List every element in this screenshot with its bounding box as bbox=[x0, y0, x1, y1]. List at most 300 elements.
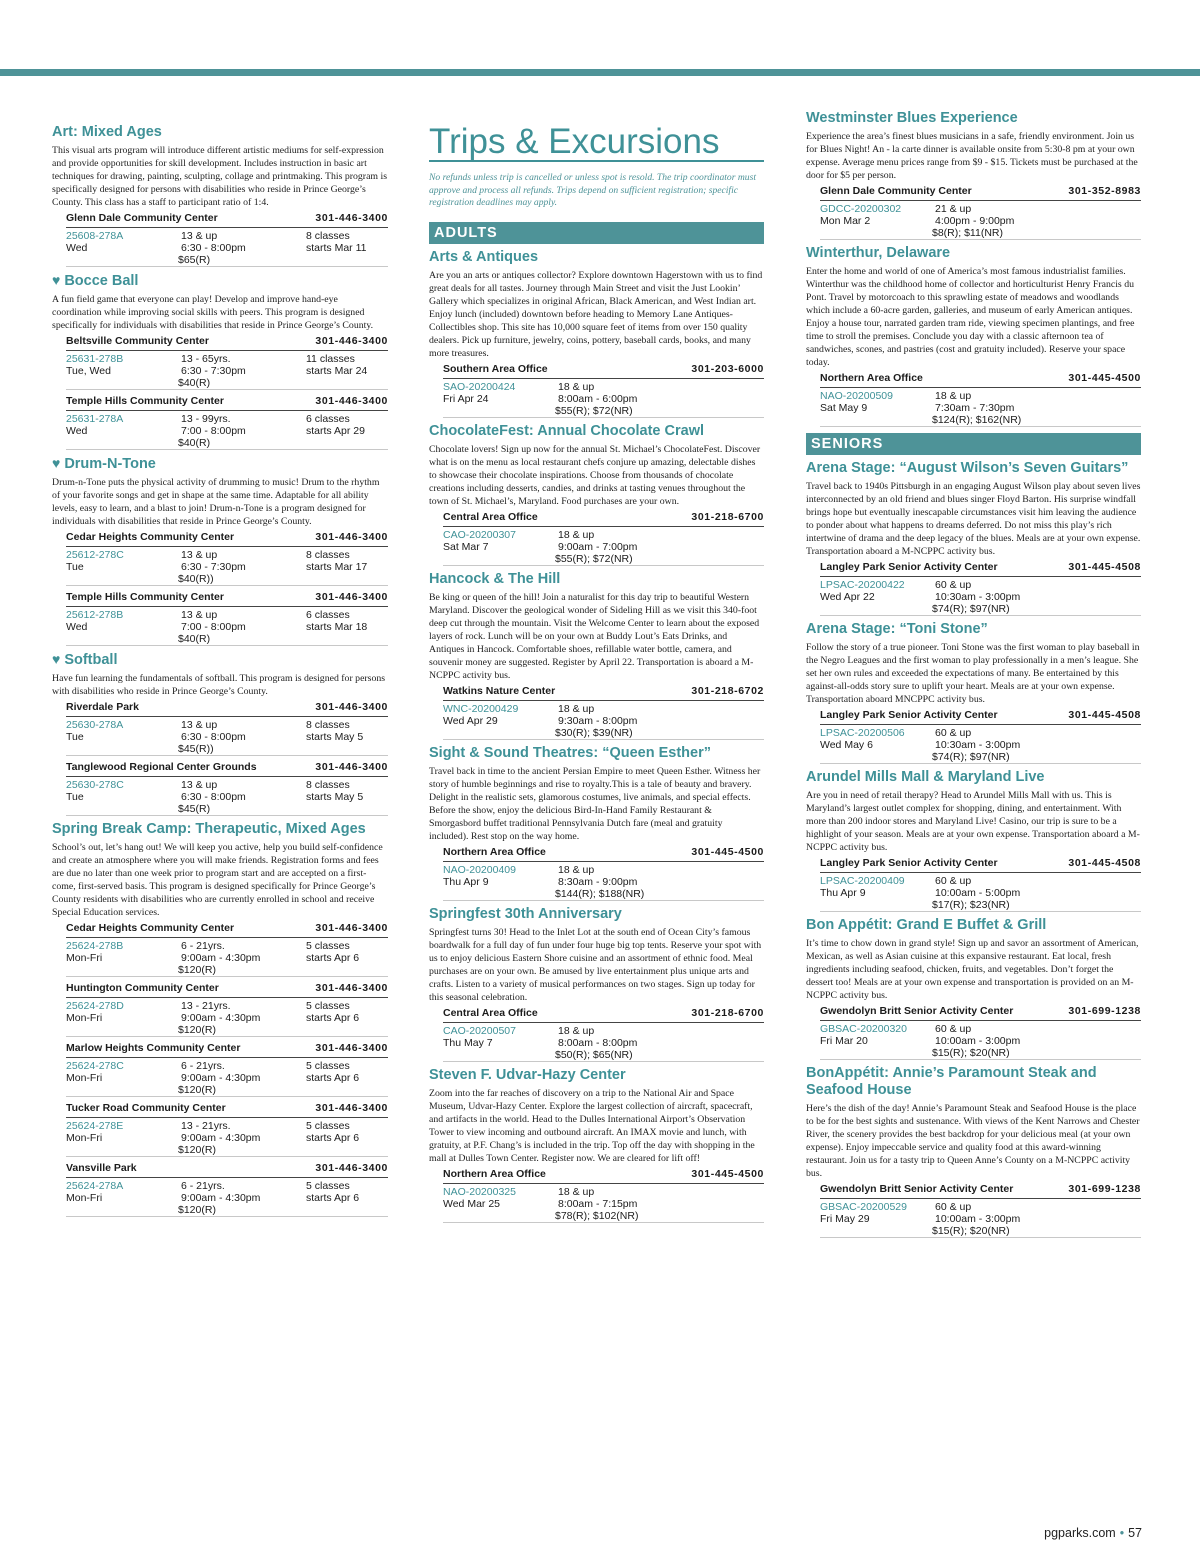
offering-time: 8:00am - 8:00pm bbox=[558, 1036, 638, 1049]
offering-age: 6 - 21yrs. bbox=[181, 1060, 225, 1072]
offering-class-count: 5 classes bbox=[306, 1120, 350, 1132]
offering-time: 7:30am - 7:30pm bbox=[935, 402, 1015, 414]
program-description: Travel back to 1940s Pittsburgh in an engaging August Wilson play about seven lives interconnected by an old friend and blues singer Floyd Barton. His surprise windfall brings hope but eventually inescapable circumstances visit him leaving the audience to ponder about what happens to dreams deferred. Do not miss this play’s rich intertwine of drama and the deep legacy of the blues. Meals are at your own expense. Transportation aboard a M-NCPPC activity bus. bbox=[806, 481, 1141, 557]
offering-day: Fri May 29 bbox=[820, 1213, 870, 1225]
program-title-text: Westminster Blues Experience bbox=[806, 110, 1018, 126]
program-title bbox=[52, 124, 388, 141]
program-title-text: Steven F. Udvar-Hazy Center bbox=[429, 1066, 626, 1083]
location-name: Temple Hills Community Center bbox=[66, 395, 224, 407]
program-description: Travel back in time to the ancient Persian Empire to meet Queen Esther. Witness her story of humble beginnings and rise to royalty.This is a tale of beauty and bravery. Delight in the realistic sets, glamorous costumes, live animals, and special effects. Before the show, enjoy the delicious Bird-In-Hand Family Restaurant & Smorgasbord buffet traditional Pennsylvania Dutch fare (meal and gratuity included). Rest stop on the way home. bbox=[429, 765, 761, 842]
program-title bbox=[429, 745, 764, 762]
program-description: Drum-n-Tone puts the physical activity of drumming to music! Drum to the rhythm of your favorite songs and get in shape at the same time. Adaptable for all ability levels, easy to learn, and a blast to join! Drum-n-Tone is a program designed for individuals with disabilities that reside in Prince George’s County. bbox=[52, 477, 380, 527]
program-description: Experience the area’s finest blues musicians in a safe, friendly environment. Join us for Blues Night! An - la carte dinner is available onsite from 5:30-8 pm at your own expense. Average menu prices range from $9 - $15. Tickets must be purchased at the door for $5 per person. bbox=[806, 131, 1138, 181]
activity-code-link[interactable]: CAO-20200307 bbox=[443, 528, 516, 541]
location-name: Vansville Park bbox=[66, 1162, 137, 1174]
offering-time: 8:00am - 6:00pm bbox=[558, 392, 638, 405]
offering-age: 60 & up bbox=[935, 1023, 972, 1035]
activity-code-link[interactable]: 25624-278A bbox=[66, 1180, 124, 1192]
location-row bbox=[820, 185, 1141, 201]
offering-day: Thu May 7 bbox=[443, 1036, 493, 1049]
program-description: Chocolate lovers! Sign up now for the annual St. Michael’s ChocolateFest. Discover what is on the menu as local restaurant chefs conjure up amazing, delectable dishes to showcase their chocolate inspirations. Choose from thousands of chocolate creations including desserts, candies, and drinks at tasting venues throughout the town of St. Michael’s, Maryland. Food purchases are your own. bbox=[429, 443, 761, 507]
location-phone: 301-352-8983 bbox=[1068, 185, 1141, 197]
offering-time: 10:30am - 3:00pm bbox=[935, 591, 1021, 603]
location-phone: 301-446-3400 bbox=[315, 982, 388, 994]
offering-day: Mon Mar 2 bbox=[820, 215, 871, 227]
program-description: A fun field game that everyone can play! Develop and improve hand-eye coordination while improving social skills with peers. This program is designed specifically for individuals with disabilities that reside in Prince George’s County. bbox=[52, 294, 374, 331]
offering-row bbox=[66, 777, 388, 816]
offering-time: 9:00am - 4:30pm bbox=[181, 1192, 261, 1204]
footer-site: pgparks.com bbox=[1044, 1526, 1116, 1540]
location-phone: 301-445-4500 bbox=[691, 1167, 764, 1180]
offering-row bbox=[66, 998, 388, 1037]
activity-code-link[interactable]: 25631-278B bbox=[66, 353, 124, 365]
offering-day: Thu Apr 9 bbox=[820, 887, 866, 899]
offering-class-count: 5 classes bbox=[306, 940, 350, 952]
location-row bbox=[66, 701, 388, 717]
offering-time: 9:30am - 8:00pm bbox=[558, 714, 638, 727]
location-name: Langley Park Senior Activity Center bbox=[820, 561, 998, 573]
activity-code-link[interactable]: 25624-278C bbox=[66, 1060, 124, 1072]
location-phone: 301-699-1238 bbox=[1068, 1005, 1141, 1017]
location-name: Gwendolyn Britt Senior Activity Center bbox=[820, 1183, 1014, 1195]
activity-code-link[interactable]: GDCC-20200302 bbox=[820, 203, 902, 215]
activity-code-link[interactable]: 25608-278A bbox=[66, 230, 124, 242]
location-name: Central Area Office bbox=[443, 510, 538, 523]
program-title bbox=[52, 272, 388, 290]
offering-age: 13 - 65yrs. bbox=[181, 353, 231, 365]
offering-start-date: starts Apr 6 bbox=[306, 952, 360, 964]
offering-day: Sat Mar 7 bbox=[443, 540, 489, 553]
activity-code-link[interactable]: 25612-278B bbox=[66, 609, 124, 621]
location-name: Watkins Nature Center bbox=[443, 684, 556, 697]
offering-row bbox=[820, 577, 1141, 616]
offering-row bbox=[443, 527, 764, 566]
adult-trips-list bbox=[429, 249, 764, 1223]
offering-row bbox=[66, 938, 388, 977]
activity-code-link[interactable]: 25612-278C bbox=[66, 549, 124, 561]
offering-age: 13 & up bbox=[181, 719, 218, 731]
location-phone: 301-218-6700 bbox=[691, 1006, 764, 1019]
offering-row bbox=[443, 1184, 764, 1223]
offering-row bbox=[66, 1058, 388, 1097]
offering-time: 9:00am - 4:30pm bbox=[181, 1012, 261, 1024]
offering-fee: $40(R) bbox=[178, 633, 211, 645]
activity-code-link[interactable]: 25624-278D bbox=[66, 1000, 124, 1012]
program-section bbox=[52, 651, 388, 816]
program-section bbox=[429, 423, 764, 566]
offering-fee: $8(R); $11(NR) bbox=[932, 227, 1003, 239]
program-title bbox=[52, 821, 388, 838]
location-name: Glenn Dale Community Center bbox=[66, 212, 218, 224]
offering-fee: $120(R) bbox=[178, 1024, 216, 1036]
offering-start-date: starts Apr 6 bbox=[306, 1192, 360, 1204]
activity-code-link[interactable]: 25624-278B bbox=[66, 940, 124, 952]
seniors-section-header: SENIORS bbox=[806, 433, 1141, 455]
offering-time: 9:00am - 7:00pm bbox=[558, 540, 638, 553]
offering-age: 13 & up bbox=[181, 549, 218, 561]
offering-day: Thu Apr 9 bbox=[443, 875, 489, 888]
offering-row bbox=[820, 388, 1141, 427]
location-row bbox=[820, 561, 1141, 577]
offering-class-count: 8 classes bbox=[306, 779, 350, 791]
location-row bbox=[443, 1168, 764, 1184]
offering-day: Mon-Fri bbox=[66, 1072, 103, 1084]
offering-start-date: starts Apr 6 bbox=[306, 1072, 360, 1084]
program-description: Be king or queen of the hill! Join a naturalist for this day trip to beautiful Western Maryland. Discover the geological wonder of Sideling Hill as we visit this 340-foot deep cut through the mountain. Visit the Welcome Center to learn about the exposed layers of rock. Lunch will be on your own at Buddy Lout’s Eats Drinks, and Antiques in Hancock. Comfortable shoes, refillable water bottle, camera, and souvenir money are suggested. Register by April 22. Transportation is aboard a M-NCPPC activity bus. bbox=[429, 591, 760, 681]
program-section bbox=[806, 917, 1141, 1060]
activity-code-link[interactable]: LPSAC-20200422 bbox=[820, 579, 905, 591]
offering-row bbox=[820, 1021, 1141, 1060]
program-description: Zoom into the far reaches of discovery on a trip to the National Air and Space Museum, Udvar-Hazy Center. Explore the largest collection of aircraft, spacecraft, and artifacts in the world. Head to the Dulles International Airport’s Observation Tower to view incoming and outbound aircraft. An IMAX movie and lunch, with gratuity, at P.F. Chang’s is included in the trip. Top off the day with shopping in the mall at Dulles Town Center. Register now. We are cleared for lift off! bbox=[429, 1087, 755, 1164]
location-row bbox=[820, 709, 1141, 725]
program-description: Springfest turns 30! Head to the Inlet Lot at the south end of Ocean City’s famous boardwalk for a full day of fun under four huge big top tents. Reserve your spot with us to enjoy delicious Eastern Shore cuisine and an assortment of ethnic food. Meal purchases are on your own. Be amused by live entertainment plus unique arts and crafts. Listen to a variety of musical performances on two stages. Sign up today for this seasonal celebration. bbox=[429, 926, 762, 1003]
program-section bbox=[806, 245, 1141, 427]
offering-fee: $55(R); $72(NR) bbox=[555, 552, 633, 565]
offering-fee: $40(R) bbox=[178, 437, 211, 449]
program-title-text: Bon Appétit: Grand E Buffet & Grill bbox=[806, 917, 1047, 933]
offering-age: 18 & up bbox=[558, 863, 595, 876]
program-section bbox=[52, 455, 388, 646]
offering-class-count: 8 classes bbox=[306, 230, 350, 242]
program-description: Here’s the dish of the day! Annie’s Paramount Steak and Seafood House is the place to be for the best sights and sustenance. With views of the Kent Narrows and Chester River, the scenery provides the best backdrop for your delicious meal (at your own expense). Enjoy impeccable service and quality food at this award-winning restaurant. Join us for a tasty trip to Queen Anne’s County on a M-NCPPC activity bus. bbox=[806, 1103, 1140, 1179]
location-phone: 301-446-3400 bbox=[315, 1042, 388, 1054]
location-name: Gwendolyn Britt Senior Activity Center bbox=[820, 1005, 1014, 1017]
program-section bbox=[806, 110, 1141, 240]
footer-page-number: 57 bbox=[1128, 1526, 1142, 1540]
page-footer bbox=[1044, 1526, 1142, 1540]
program-title-text: Sight & Sound Theatres: “Queen Esther” bbox=[429, 744, 711, 761]
program-description: It’s time to chow down in grand style! Sign up and savor an assortment of American, Mexican, as well as Asian cuisine at this expansive restaurant. Eat local, fresh ingredients including seafood, chicken, fruits, and vegetables. Don’t forget the dessert too! Meals are at your own expense and transportation is provided on an M-NCPPC activity bus. bbox=[806, 938, 1139, 1001]
program-description: School’s out, let’s hang out! We will keep you active, help you build self-confidence and create an atmosphere where you will make friends. Registration forms and fees are due no later than one week prior to program start and are accepted on a first-come, first-served basis. This program is designed specifically for Prince George’s County residents with disabilities who are currently enrolled in school and receive Special Education services. bbox=[52, 842, 383, 918]
offering-day: Tue bbox=[66, 731, 84, 743]
location-row bbox=[820, 372, 1141, 388]
offering-time: 6:30 - 8:00pm bbox=[181, 242, 246, 254]
offering-start-date: starts Mar 24 bbox=[306, 365, 368, 377]
offering-class-count: 8 classes bbox=[306, 549, 350, 561]
offering-start-date: starts Apr 6 bbox=[306, 1132, 360, 1144]
activity-code-link[interactable]: SAO-20200424 bbox=[443, 380, 516, 393]
offering-day: Mon-Fri bbox=[66, 1132, 103, 1144]
program-section bbox=[429, 745, 764, 901]
offering-age: 6 - 21yrs. bbox=[181, 940, 225, 952]
program-section bbox=[806, 621, 1141, 764]
offering-day: Fri Apr 24 bbox=[443, 392, 489, 405]
location-row bbox=[66, 212, 388, 228]
program-section bbox=[429, 571, 764, 740]
offering-age: 18 & up bbox=[558, 1024, 595, 1037]
program-section bbox=[806, 1065, 1141, 1238]
offering-start-date: starts May 5 bbox=[306, 791, 364, 803]
offering-start-date: starts Apr 29 bbox=[306, 425, 365, 437]
program-section bbox=[429, 1067, 764, 1223]
offering-start-date: starts Mar 18 bbox=[306, 621, 368, 633]
location-name: Southern Area Office bbox=[443, 362, 548, 375]
location-name: Northern Area Office bbox=[820, 372, 923, 384]
page-title: Trips & Excursions bbox=[429, 124, 764, 162]
offering-age: 60 & up bbox=[935, 579, 972, 591]
heart-icon: ♥ bbox=[52, 455, 61, 471]
location-phone: 301-446-3400 bbox=[315, 1102, 388, 1114]
offering-age: 60 & up bbox=[935, 727, 972, 739]
location-phone: 301-446-3400 bbox=[315, 531, 388, 543]
location-phone: 301-218-6702 bbox=[691, 684, 764, 697]
location-phone: 301-699-1238 bbox=[1068, 1183, 1141, 1195]
offering-row bbox=[443, 862, 764, 901]
program-section bbox=[52, 821, 388, 1217]
location-phone: 301-445-4508 bbox=[1068, 561, 1141, 573]
offering-row bbox=[66, 1118, 388, 1157]
location-phone: 301-445-4508 bbox=[1068, 857, 1141, 869]
program-title-text: Hancock & The Hill bbox=[429, 570, 561, 587]
offering-fee: $74(R); $97(NR) bbox=[932, 603, 1010, 615]
location-name: Northern Area Office bbox=[443, 1167, 546, 1180]
program-title bbox=[806, 110, 1141, 127]
activity-code-link[interactable]: CAO-20200507 bbox=[443, 1024, 516, 1037]
program-section bbox=[52, 124, 388, 267]
location-row bbox=[820, 1183, 1141, 1199]
offering-class-count: 6 classes bbox=[306, 413, 350, 425]
offering-start-date: starts Mar 17 bbox=[306, 561, 368, 573]
location-row bbox=[66, 1102, 388, 1118]
location-phone: 301-446-3400 bbox=[315, 395, 388, 407]
offering-time: 9:00am - 4:30pm bbox=[181, 1132, 261, 1144]
program-section bbox=[52, 272, 388, 450]
program-title-text: Springfest 30th Anniversary bbox=[429, 905, 622, 922]
footer-separator: • bbox=[1119, 1526, 1125, 1540]
program-title bbox=[806, 245, 1141, 262]
offering-age: 18 & up bbox=[558, 528, 595, 541]
program-title-text: Softball bbox=[64, 652, 118, 668]
offering-fee: $120(R) bbox=[178, 1204, 216, 1216]
location-phone: 301-446-3400 bbox=[315, 1162, 388, 1174]
offering-day: Tue bbox=[66, 791, 84, 803]
program-title-text: Arena Stage: “August Wilson’s Seven Guitars” bbox=[806, 460, 1129, 476]
offering-age: 21 & up bbox=[935, 203, 972, 215]
offering-fee: $65(R) bbox=[178, 254, 211, 266]
location-row bbox=[66, 1042, 388, 1058]
offering-row bbox=[820, 201, 1141, 240]
offering-fee: $74(R); $97(NR) bbox=[932, 751, 1010, 763]
top-accent-bar bbox=[0, 69, 1200, 76]
offering-age: 18 & up bbox=[558, 1185, 595, 1198]
location-row bbox=[66, 395, 388, 411]
program-title-text: BonAppétit: Annie’s Paramount Steak and Seafood House bbox=[806, 1065, 1097, 1098]
offering-fee: $120(R) bbox=[178, 1144, 216, 1156]
offering-day: Wed May 6 bbox=[820, 739, 873, 751]
offering-fee: $40(R)) bbox=[178, 573, 214, 585]
location-phone: 301-445-4500 bbox=[1068, 372, 1141, 384]
location-name: Langley Park Senior Activity Center bbox=[820, 857, 998, 869]
location-name: Northern Area Office bbox=[443, 845, 546, 858]
offering-time: 7:00 - 8:00pm bbox=[181, 425, 246, 437]
program-title-text: Arena Stage: “Toni Stone” bbox=[806, 621, 988, 637]
offering-age: 13 - 21yrs. bbox=[181, 1120, 231, 1132]
offering-fee: $120(R) bbox=[178, 964, 216, 976]
location-name: Marlow Heights Community Center bbox=[66, 1042, 241, 1054]
location-row bbox=[66, 1162, 388, 1178]
offering-time: 8:00am - 7:15pm bbox=[558, 1197, 638, 1210]
program-title bbox=[429, 249, 764, 266]
location-row bbox=[443, 846, 764, 862]
offering-time: 10:00am - 3:00pm bbox=[935, 1213, 1021, 1225]
offering-fee: $78(R); $102(NR) bbox=[555, 1209, 639, 1222]
offering-row bbox=[66, 1178, 388, 1217]
offering-day: Tue, Wed bbox=[66, 365, 111, 377]
program-title-text: ChocolateFest: Annual Chocolate Crawl bbox=[429, 422, 704, 439]
program-title-text: Bocce Ball bbox=[64, 273, 139, 289]
offering-fee: $124(R); $162(NR) bbox=[932, 414, 1022, 426]
program-description: Are you an arts or antiques collector? Explore downtown Hagerstown with us to find great deals for all tastes. Journey through Main Street and visit the Just Lookin’ Gallery which specializes in original African, Black American, and West Indian art. Enjoy lunch (included) downtown before heading to Memory Lane Antiques-Collectibles shop. This site has 10,000 square feet of items from over 150 quality dealers. Pick up furniture, jewelry, coins, pottery, baseball cards, books, and many more treasures. bbox=[429, 269, 763, 359]
offering-day: Wed bbox=[66, 425, 88, 437]
offering-time: 7:00 - 8:00pm bbox=[181, 621, 246, 633]
offering-row bbox=[66, 607, 388, 646]
offering-fee: $120(R) bbox=[178, 1084, 216, 1096]
offering-day: Fri Mar 20 bbox=[820, 1035, 868, 1047]
location-phone: 301-445-4500 bbox=[691, 845, 764, 858]
program-title bbox=[806, 621, 1141, 638]
offering-time: 6:30 - 7:30pm bbox=[181, 561, 246, 573]
offering-age: 6 - 21yrs. bbox=[181, 1180, 225, 1192]
location-phone: 301-446-3400 bbox=[315, 212, 388, 224]
offering-age: 13 - 21yrs. bbox=[181, 1000, 231, 1012]
location-row bbox=[66, 335, 388, 351]
offering-class-count: 6 classes bbox=[306, 609, 350, 621]
adults-section-header: ADULTS bbox=[429, 222, 764, 244]
offering-time: 9:00am - 4:30pm bbox=[181, 1072, 261, 1084]
offering-age: 13 & up bbox=[181, 779, 218, 791]
activity-code-link[interactable]: 25630-278C bbox=[66, 779, 124, 791]
offering-class-count: 11 classes bbox=[306, 353, 355, 365]
offering-fee: $55(R); $72(NR) bbox=[555, 404, 633, 417]
adult-trips-list-continued bbox=[806, 110, 1141, 427]
offering-day: Wed bbox=[66, 621, 88, 633]
offering-time: 6:30 - 7:30pm bbox=[181, 365, 246, 377]
offering-age: 18 & up bbox=[935, 390, 972, 402]
offering-time: 8:30am - 9:00pm bbox=[558, 875, 638, 888]
location-phone: 301-218-6700 bbox=[691, 510, 764, 523]
offering-day: Mon-Fri bbox=[66, 1012, 103, 1024]
offering-age: 60 & up bbox=[935, 875, 972, 887]
location-row bbox=[443, 685, 764, 701]
offering-day: Mon-Fri bbox=[66, 952, 103, 964]
location-row bbox=[66, 922, 388, 938]
program-title bbox=[429, 1067, 764, 1084]
offering-row bbox=[443, 379, 764, 418]
offering-day: Tue bbox=[66, 561, 84, 573]
offering-start-date: starts Mar 11 bbox=[306, 242, 367, 254]
offering-time: 10:00am - 3:00pm bbox=[935, 1035, 1021, 1047]
location-row bbox=[443, 363, 764, 379]
program-title bbox=[806, 460, 1141, 477]
program-description: Enter the home and world of one of America’s most famous industrialist families. Winterthur was the childhood home of collector and horticulturist Henry Francis du Pont. Travel by motorcoach to this sprawling estate of meadows and woodlands which include a 60-acre garden, galleries, and museum of early American antiques. Enjoy a house tour, narrated garden tram ride, viewing specimen plantings, and free time to stroll the premises. Conclude you day with a classic afternoon tea of sandwiches, scones, and pastries (cost and gratuity included). Reserve your space today. bbox=[806, 266, 1135, 368]
offering-fee: $45(R) bbox=[178, 803, 211, 815]
offering-start-date: starts Apr 6 bbox=[306, 1012, 360, 1024]
activity-code-link[interactable]: 25631-278A bbox=[66, 413, 124, 425]
location-name: Riverdale Park bbox=[66, 701, 139, 713]
offering-time: 10:00am - 5:00pm bbox=[935, 887, 1021, 899]
activity-code-link[interactable]: LPSAC-20200409 bbox=[820, 875, 905, 887]
column-left bbox=[52, 124, 388, 1222]
program-title-text: Arundel Mills Mall & Maryland Live bbox=[806, 769, 1045, 785]
activity-code-link[interactable]: NAO-20200325 bbox=[443, 1185, 516, 1198]
program-title-text: Art: Mixed Ages bbox=[52, 124, 162, 140]
location-name: Cedar Heights Community Center bbox=[66, 531, 235, 543]
program-title-text: Arts & Antiques bbox=[429, 248, 539, 265]
activity-code-link[interactable]: WNC-20200429 bbox=[443, 702, 519, 715]
program-title bbox=[429, 906, 764, 923]
offering-fee: $30(R); $39(NR) bbox=[555, 726, 633, 739]
offering-row bbox=[66, 547, 388, 586]
offering-day: Mon-Fri bbox=[66, 1192, 103, 1204]
offering-row bbox=[820, 873, 1141, 912]
offering-class-count: 5 classes bbox=[306, 1060, 350, 1072]
location-name: Central Area Office bbox=[443, 1006, 538, 1019]
offering-fee: $17(R); $23(NR) bbox=[932, 899, 1010, 911]
offering-time: 6:30 - 8:00pm bbox=[181, 731, 246, 743]
offering-age: 60 & up bbox=[935, 1201, 972, 1213]
location-row bbox=[820, 857, 1141, 873]
activity-code-link[interactable]: NAO-20200509 bbox=[820, 390, 893, 402]
offering-age: 18 & up bbox=[558, 702, 595, 715]
offering-age: 13 & up bbox=[181, 609, 218, 621]
program-title-text: Spring Break Camp: Therapeutic, Mixed Ages bbox=[52, 821, 366, 837]
program-title-text: Drum-N-Tone bbox=[64, 456, 156, 472]
activity-code-link[interactable]: 25624-278E bbox=[66, 1120, 124, 1132]
program-section bbox=[429, 249, 764, 418]
senior-trips-list bbox=[806, 460, 1141, 1238]
offering-age: 13 & up bbox=[181, 230, 218, 242]
offering-row bbox=[66, 228, 388, 267]
offering-class-count: 5 classes bbox=[306, 1000, 350, 1012]
program-title bbox=[52, 455, 388, 473]
program-title bbox=[429, 423, 764, 440]
program-title bbox=[429, 571, 764, 588]
location-name: Glenn Dale Community Center bbox=[820, 185, 972, 197]
program-description: Are you in need of retail therapy? Head to Arundel Mills Mall with us. This is Maryland’s largest outlet complex for shopping, dining, and entertainment. With more than 200 indoor stores and Maryland Live! Casino, our trip is sure to be a highlight of your season. Meals are at your own expense. Transportation aboard a M-NCPPC activity bus. bbox=[806, 790, 1140, 853]
offering-start-date: starts May 5 bbox=[306, 731, 364, 743]
offering-row bbox=[66, 411, 388, 450]
offering-day: Wed bbox=[66, 242, 88, 254]
location-row bbox=[443, 1007, 764, 1023]
offering-row bbox=[66, 717, 388, 756]
activity-code-link[interactable]: 25630-278A bbox=[66, 719, 124, 731]
offering-age: 13 - 99yrs. bbox=[181, 413, 231, 425]
location-phone: 301-446-3400 bbox=[315, 761, 388, 773]
activity-code-link[interactable]: LPSAC-20200506 bbox=[820, 727, 905, 739]
location-name: Beltsville Community Center bbox=[66, 335, 209, 347]
location-phone: 301-446-3400 bbox=[315, 922, 388, 934]
program-description: This visual arts program will introduce different artistic mediums for self-expression and provide opportunities for skill development. Includes instruction in basic art techniques for drawing, painting, sculpting, collage and printmaking. This program is specifically designed for persons with disabilities who reside in Prince George’s County. This class has a staff to participant ratio of 1:4. bbox=[52, 145, 388, 208]
offering-time: 6:30 - 8:00pm bbox=[181, 791, 246, 803]
location-name: Tucker Road Community Center bbox=[66, 1102, 226, 1114]
offering-day: Sat May 9 bbox=[820, 402, 868, 414]
offering-day: Wed Apr 29 bbox=[443, 714, 498, 727]
activity-code-link[interactable]: GBSAC-20200529 bbox=[820, 1201, 907, 1213]
location-phone: 301-446-3400 bbox=[315, 701, 388, 713]
program-title bbox=[806, 769, 1141, 786]
offering-day: Wed Apr 22 bbox=[820, 591, 875, 603]
program-title-text: Winterthur, Delaware bbox=[806, 245, 951, 261]
activity-code-link[interactable]: NAO-20200409 bbox=[443, 863, 516, 876]
program-section bbox=[429, 906, 764, 1062]
program-section bbox=[806, 460, 1141, 616]
program-section bbox=[806, 769, 1141, 912]
location-name: Temple Hills Community Center bbox=[66, 591, 224, 603]
offering-row bbox=[443, 1023, 764, 1062]
activity-code-link[interactable]: GBSAC-20200320 bbox=[820, 1023, 907, 1035]
offering-class-count: 5 classes bbox=[306, 1180, 350, 1192]
heart-icon: ♥ bbox=[52, 272, 61, 288]
